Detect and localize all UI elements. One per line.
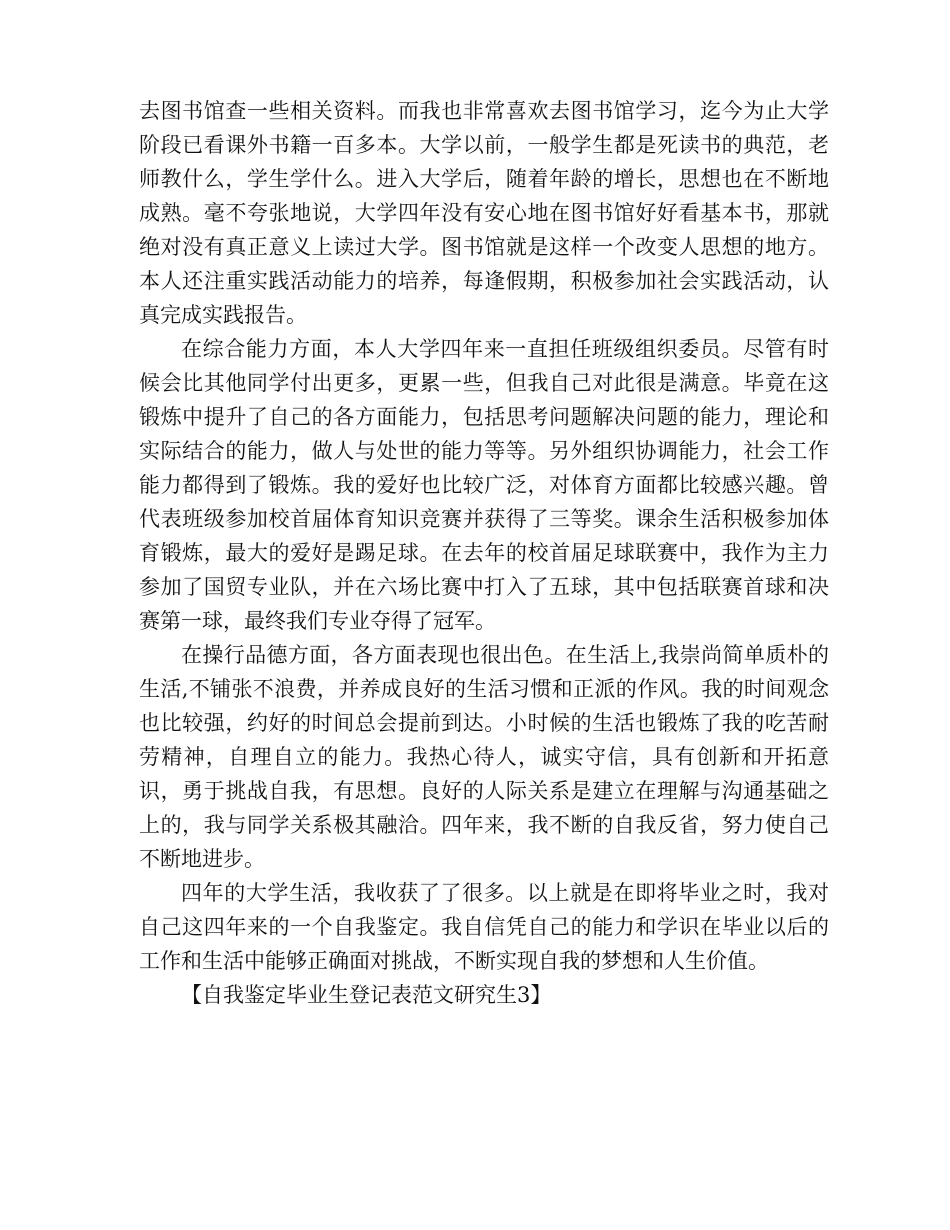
paragraph-library-study: 去图书馆查一些相关资料。而我也非常喜欢去图书馆学习，迄今为止大学阶段已看课外书籍一百多本。大学以前，一般学生都是死读书的典范，老师教什么，学生学什么。进入大学后，随着年龄的增长，思想也在不断地成熟。毫不夸张地说，大学四年没有安心地在图书馆好好看基本书，那就绝对没有真正意义上读过大学。图书馆就是这样一个改变人思想的地方。本人还注重实践活动能力的培养，每逢假期，积极参加社会实践活动，认真完成实践报告。 [139, 99, 829, 327]
section-heading: 【自我鉴定毕业生登记表范文研究生3】 [181, 983, 552, 1007]
document-body [139, 94, 829, 1012]
paragraph-moral-conduct: 在操行品德方面，各方面表现也很出色。在生活上,我崇尚简单质朴的生活,不铺张不浪费，并养成良好的生活习惯和正派的作风。我的时间观念也比较强，约好的时间总会提前到达。小时候的生活也锻炼了我的吃苦耐劳精神，自理自立的能力。我热心待人，诚实守信，具有创新和开拓意识，勇于挑战自我，有思想。良好的人际关系是建立在理解与沟通基础之上的，我与同学关系极其融洽。四年来，我不断的自我反省，努力使自己不断地进步。 [139, 643, 829, 871]
paragraph-conclusion: 四年的大学生活，我收获了了很多。以上就是在即将毕业之时，我对自己这四年来的一个自我鉴定。我自信凭自己的能力和学识在毕业以后的工作和生活中能够正确面对挑战，不断实现自我的梦想和人生价值。 [139, 881, 829, 973]
paragraph-comprehensive-ability: 在综合能力方面，本人大学四年来一直担任班级组织委员。尽管有时候会比其他同学付出更多，更累一些，但我自己对此很是满意。毕竟在这锻炼中提升了自己的各方面能力，包括思考问题解决问题的能力，理论和实际结合的能力，做人与处世的能力等等。另外组织协调能力，社会工作能力都得到了锻炼。我的爱好也比较广泛，对体育方面都比较感兴趣。曾代表班级参加校首届体育知识竞赛并获得了三等奖。课余生活积极参加体育锻炼，最大的爱好是踢足球。在去年的校首届足球联赛中，我作为主力参加了国贸专业队，并在六场比赛中打入了五球，其中包括联赛首球和决赛第一球，最终我们专业夺得了冠军。 [139, 337, 829, 633]
